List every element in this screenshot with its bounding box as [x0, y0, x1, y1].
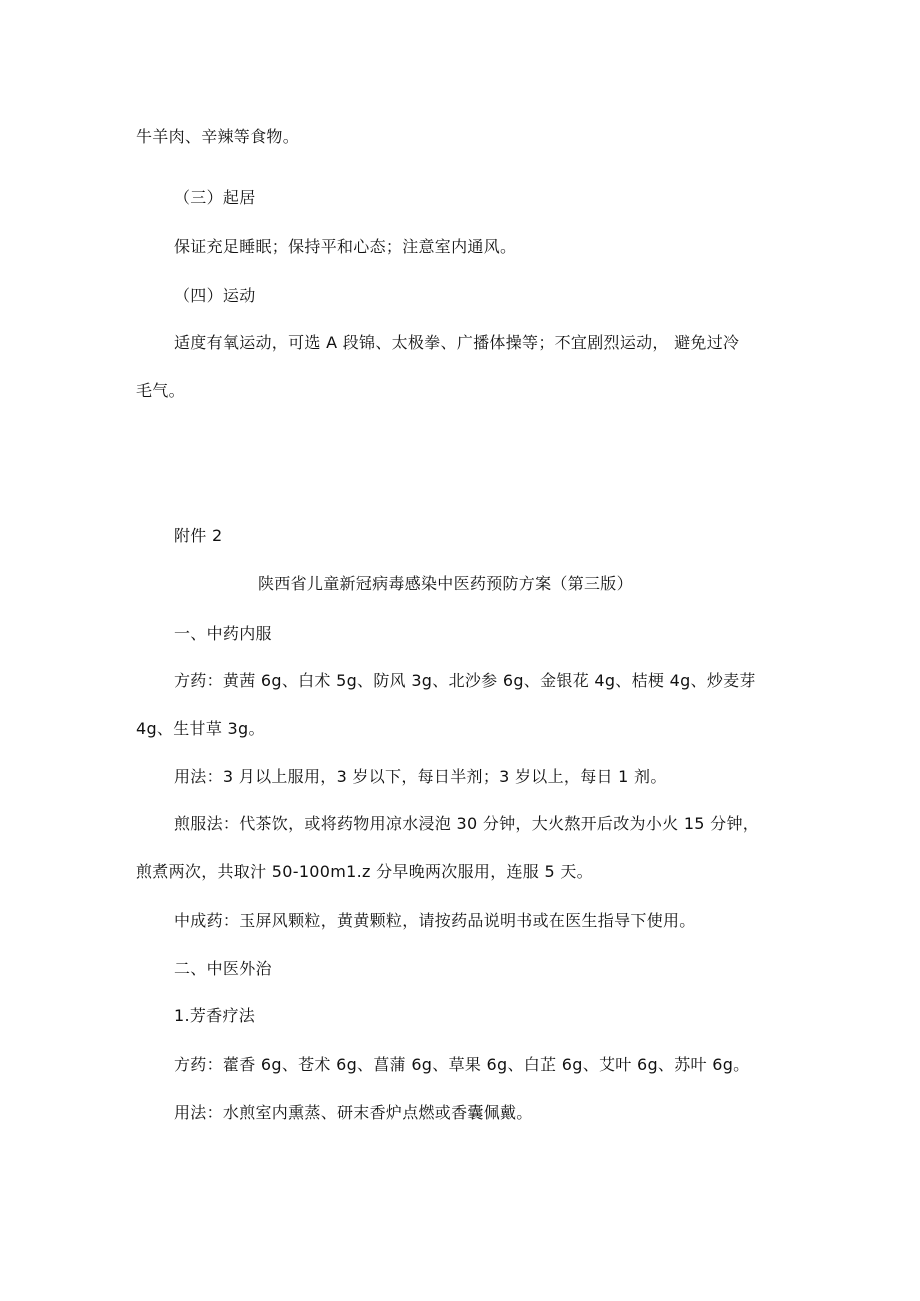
attachment-label: 附件 2 [174, 526, 223, 545]
text-line-exercise: 适度有氧运动，可选 A 段锦、太极拳、广播体操等；不宜剧烈运动， 避免过冷 [174, 333, 740, 352]
text-line-aroma-prescription: 方药：藿香 6g、苍术 6g、菖蒲 6g、草果 6g、白芷 6g、艾叶 6g、苏叶 6g。 [174, 1055, 750, 1074]
text-line-decoction: 煎服法：代茶饮，或将药物用凉水浸泡 30 分钟，大火熬开后改为小火 15 分钟， [174, 814, 760, 833]
section-heading-exercise: （四）运动 [174, 286, 256, 305]
text-line-daily-life: 保证充足睡眠；保持平和心态；注意室内通风。 [174, 237, 517, 256]
section-heading-oral-medicine: 一、中药内服 [174, 624, 272, 643]
text-line-exercise-cont: 毛气。 [136, 381, 185, 400]
text-line-prescription-cont: 4g、生甘草 3g。 [136, 719, 265, 738]
section-heading-daily-life: （三）起居 [174, 188, 256, 207]
section-heading-external-treatment: 二、中医外治 [174, 959, 272, 978]
text-line-patent-medicine: 中成药：玉屏风颗粒，黄黄颗粒，请按药品说明书或在医生指导下使用。 [174, 911, 696, 930]
text-line-usage: 用法：3 月以上服用，3 岁以下，每日半剂；3 岁以上，每日 1 剂。 [174, 767, 667, 786]
subsection-heading-aromatherapy: 1.芳香疗法 [174, 1006, 256, 1025]
text-line-prescription: 方药：黄茜 6g、白术 5g、防风 3g、北沙参 6g、金银花 4g、桔梗 4g、炒麦芽 [174, 671, 756, 690]
text-line-aroma-usage: 用法：水煎室内熏蒸、研末香炉点燃或香囊佩戴。 [174, 1103, 533, 1122]
text-line-decoction-cont: 煎煮两次，共取汁 50-100m1.z 分早晚两次服用，连服 5 天。 [136, 862, 593, 881]
text-line-diet-end: 牛羊肉、辛辣等食物。 [136, 127, 300, 146]
document-title: 陕西省儿童新冠病毒感染中医药预防方案（第三版） [258, 574, 633, 593]
